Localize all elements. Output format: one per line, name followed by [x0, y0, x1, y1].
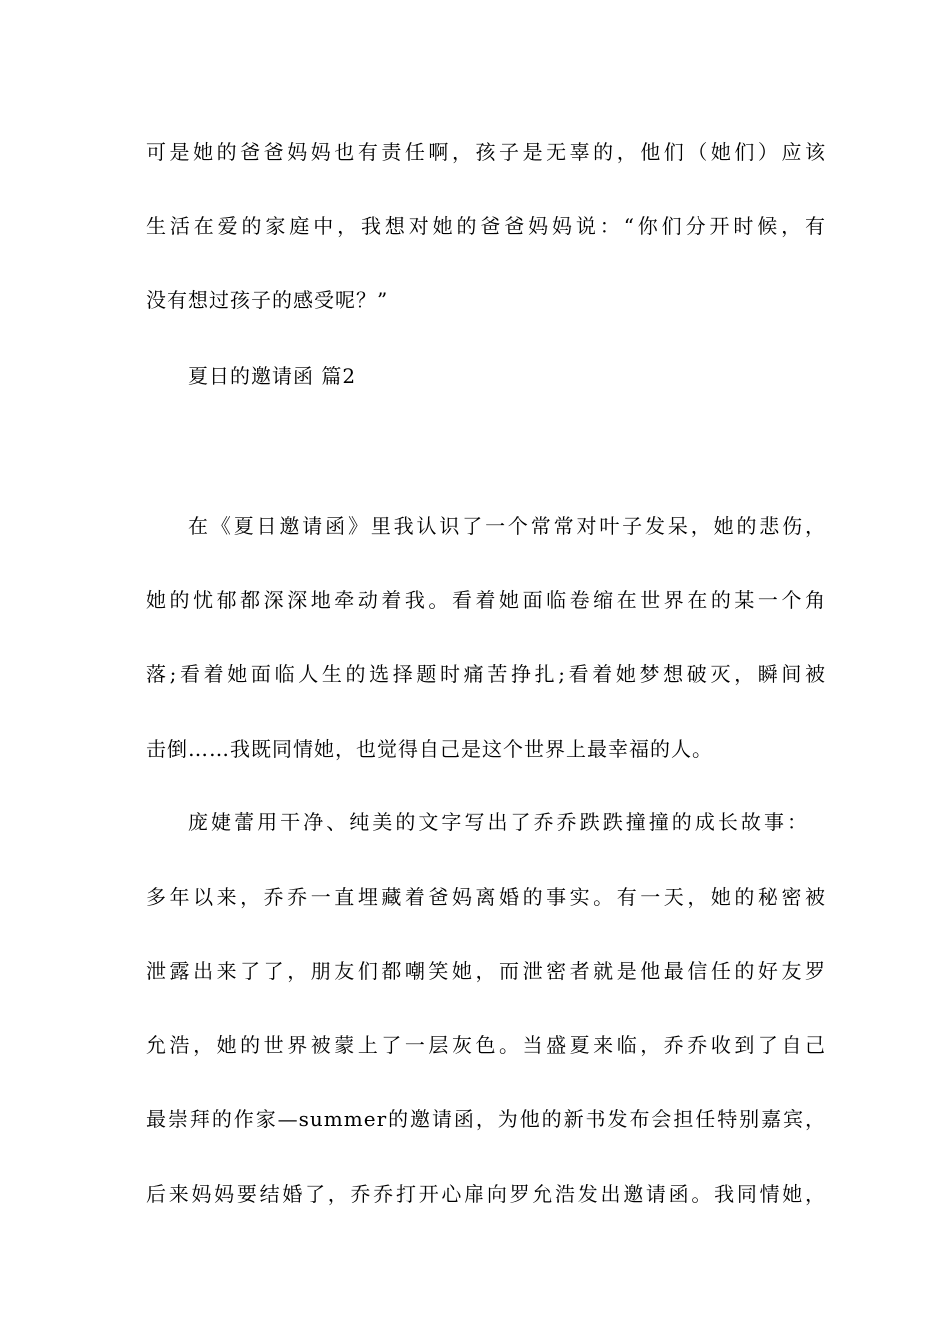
paragraph-line: 庞婕蕾用干净、纯美的文字写出了乔乔跌跌撞撞的成长故事：	[188, 810, 808, 834]
paragraph-line: 泄露出来了了，朋友们都嘲笑她，而泄密者就是他最信任的好友罗	[146, 959, 826, 983]
paragraph-line: 落;看着她面临人生的选择题时痛苦挣扎;看着她梦想破灭，瞬间被	[146, 662, 826, 686]
paragraph-line: 可是她的爸爸妈妈也有责任啊，孩子是无辜的，他们（她们）应该	[146, 140, 826, 164]
paragraph-line: 生活在爱的家庭中，我想对她的爸爸妈妈说：“你们分开时候，有	[146, 214, 826, 238]
paragraph-line: 允浩，她的世界被蒙上了一层灰色。当盛夏来临，乔乔收到了自己	[146, 1033, 826, 1057]
paragraph-line: 最崇拜的作家—summer的邀请函，为他的新书发布会担任特别嘉宾，	[146, 1107, 826, 1131]
paragraph-line: 她的忧郁都深深地牵动着我。看着她面临卷缩在世界在的某一个角	[146, 588, 826, 612]
paragraph-line: 没有想过孩子的感受呢？”	[146, 288, 389, 312]
paragraph-line: 多年以来，乔乔一直埋藏着爸妈离婚的事实。有一天，她的秘密被	[146, 885, 826, 909]
section-heading: 夏日的邀请函 篇2	[188, 364, 357, 388]
paragraph-line: 后来妈妈要结婚了，乔乔打开心扉向罗允浩发出邀请函。我同情她，	[146, 1182, 826, 1206]
paragraph-line: 击倒……我既同情她，也觉得自己是这个世界上最幸福的人。	[146, 737, 713, 761]
paragraph-line: 在《夏日邀请函》里我认识了一个常常对叶子发呆，她的悲伤，	[188, 514, 826, 538]
